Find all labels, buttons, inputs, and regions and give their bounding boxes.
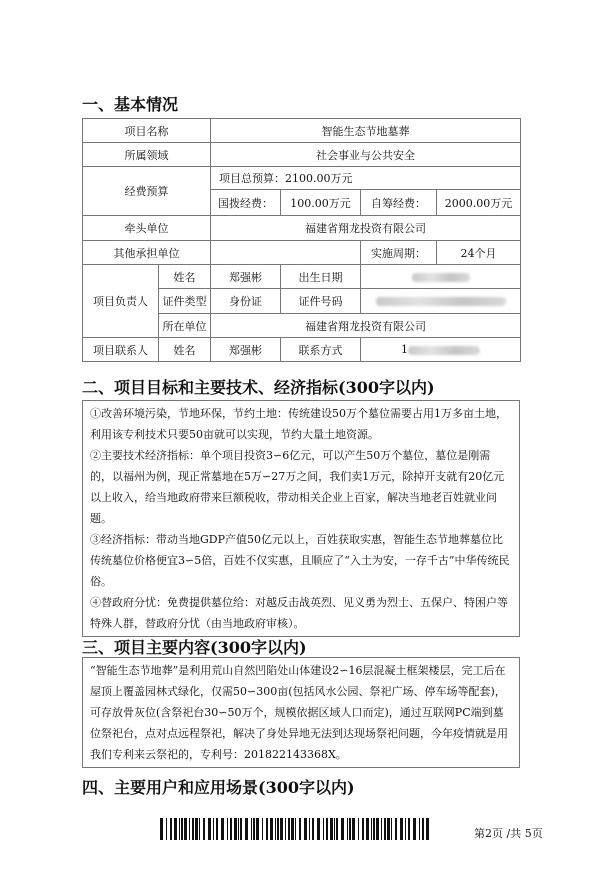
- section-2-heading: 二、项目目标和主要技术、经济指标(300字以内): [82, 378, 435, 397]
- id-type-value: 身份证: [211, 289, 281, 314]
- id-number-value: [361, 289, 521, 314]
- total-budget: 项目总预算：2100.00万元: [211, 167, 521, 190]
- self-budget-value: 2000.00万元: [437, 190, 521, 216]
- budget-label: 经费预算: [83, 167, 211, 216]
- id-type-label: 证件类型: [159, 289, 211, 314]
- basic-info-table: [82, 118, 521, 362]
- period-label: 实施周期：: [361, 241, 437, 265]
- page-number: 第2页 /共 5页: [474, 827, 543, 840]
- section-1-heading: 一、基本情况: [82, 95, 179, 114]
- period-value: 24个月: [437, 241, 521, 265]
- section-3-heading: 三、项目主要内容(300字以内): [82, 638, 307, 657]
- goal-item-1: ①改善环境污染，节地环保，节约土地：传统建设50万个墓位需要占用1万多亩土地，利用该专利技术只要50亩就可以实现，节约大量土地资源。: [90, 407, 507, 441]
- birth-date-label: 出生日期: [281, 265, 361, 289]
- phone-visible-digit: 1: [401, 343, 408, 356]
- redacted-birth-date: [412, 273, 470, 282]
- leader-name-label: 姓名: [159, 265, 211, 289]
- project-name-value: 智能生态节地墓葬: [211, 119, 521, 143]
- content-box: [82, 657, 520, 768]
- contact-name-value: 郑强彬: [211, 338, 281, 362]
- other-unit-value: [211, 241, 361, 265]
- unit-label: 所在单位: [159, 314, 211, 338]
- barcode-image: [160, 818, 430, 840]
- birth-date-value: [361, 265, 521, 289]
- field-value: 社会事业与公共安全: [211, 143, 521, 167]
- contact-name-label: 姓名: [159, 338, 211, 362]
- leader-label: 项目负责人: [83, 265, 159, 338]
- alloc-budget-label: 国拨经费：: [211, 190, 281, 216]
- other-unit-label: 其他承担单位: [83, 241, 211, 265]
- id-number-label: 证件号码: [281, 289, 361, 314]
- contact-label: 项目联系人: [83, 338, 159, 362]
- alloc-budget-value: 100.00万元: [281, 190, 361, 216]
- lead-unit-value: 福建省翔龙投资有限公司: [211, 216, 521, 241]
- goal-item-3: ③经济指标：带动当地GDP产值50亿元以上，百姓获取实惠，智能生态节地葬墓位比传统墓位价格便宜3∽5倍，百姓不仅实惠，且顺应了“入土为安，一存千古”中华传统民俗。: [90, 533, 510, 588]
- redacted-id-number: [376, 297, 506, 306]
- goals-box: [82, 400, 520, 637]
- goal-item-2: ②主要技术经济指标：单个项目投资3∽6亿元，可以产生50万个墓位，墓位是刚需的，以福州为例，现正常墓地在5万∽27万之间，我们卖1万元，除掉开支就有20亿元以上收入，给当地政府带来巨额税收，带动相关企业上百家，解决当地老百姓就业问题。: [90, 449, 505, 525]
- redacted-phone: [408, 346, 480, 355]
- field-label: 所属领域: [83, 143, 211, 167]
- lead-unit-label: 牵头单位: [83, 216, 211, 241]
- leader-name-value: 郑强彬: [211, 265, 281, 289]
- project-name-label: 项目名称: [83, 119, 211, 143]
- contact-method-value: [361, 338, 521, 362]
- content-text: “智能生态节地葬”是利用荒山自然凹陷处山体建设2∽16层混凝土框架楼层，完工后在屋顶上覆盖园林式绿化，仅需50∽300亩(包括风水公园、祭祀广场、停车场等配套)，可存放骨灰位(含祭祀台30∽50万个，规模依据区域人口而定)，通过互联网PC端到墓位祭祀台，点对点远程祭祀，解决了身处异地无法到达现场祭祀问题，今年疫情就是用我们专利来云祭祀的，专利号：201822143368X。: [90, 664, 508, 761]
- goal-item-4: ④替政府分忧：免费提供墓位给：对越反击战英烈、见义勇为烈士、五保户、特困户等特殊人群，替政府分忧（由当地政府审核）。: [90, 596, 508, 630]
- self-budget-label: 自筹经费：: [361, 190, 437, 216]
- contact-method-label: 联系方式: [281, 338, 361, 362]
- unit-value: 福建省翔龙投资有限公司: [211, 314, 521, 338]
- section-4-heading: 四、主要用户和应用场景(300字以内): [82, 778, 355, 797]
